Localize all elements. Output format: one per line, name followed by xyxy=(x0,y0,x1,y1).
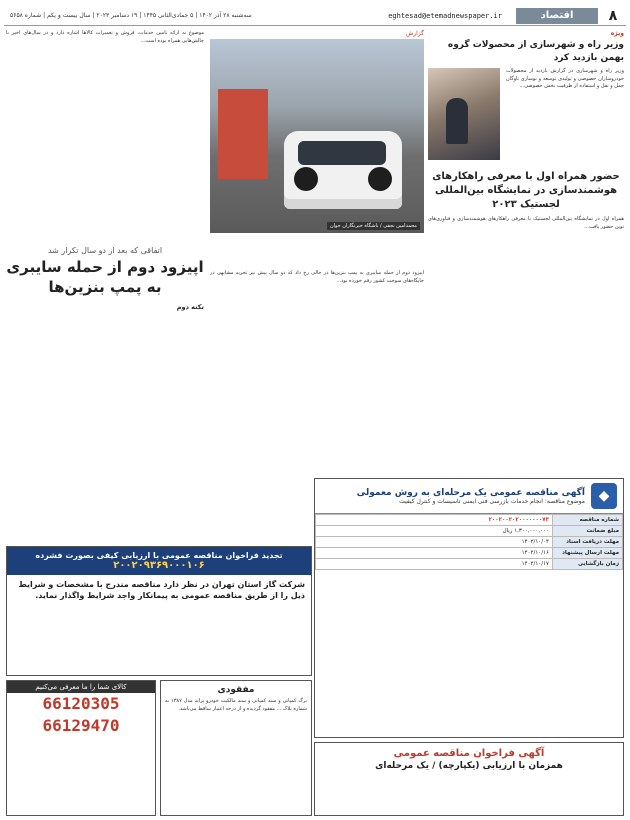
table-row xyxy=(316,515,623,526)
hamrah-aval-headline: حضور همراه اول با معرفی راهکارهای هوشمندسازی در نمایشگاه بین‌المللی لجستیک ۲۰۲۳ xyxy=(432,171,620,210)
right-column xyxy=(428,30,624,470)
lost-notice xyxy=(160,680,312,816)
row-value: ۱۴۰۲/۱۰/۱۷ xyxy=(316,559,553,570)
tender-ad-header xyxy=(315,479,623,514)
row-value: ۱,۳۰۰,۰۰۰,۰۰۰ ریال xyxy=(316,526,553,537)
fuel-pump-shape xyxy=(218,89,268,179)
row-label: مهلت ارسال پیشنهاد xyxy=(553,548,623,559)
tender-subtitle: موضوع مناقصه: انجام خدمات بازرسی فنی ایمنی تاسیسات و کنترل کیفیت xyxy=(399,497,585,505)
row-value: ۱۴۰۲/۱۰/۱۶ xyxy=(316,548,553,559)
row-label: زمان بازگشایی xyxy=(553,559,623,570)
company-logo-icon: ◆ xyxy=(591,483,617,509)
gas-ad-body xyxy=(7,575,311,605)
visit-photo xyxy=(428,68,500,160)
row-label: مهلت دریافت اسناد xyxy=(553,537,623,548)
dateline: سه‌شنبه ۲۸ آذر ۱۴۰۲ | ۵ جمادی‌الثانی ۱۴۴۵ | ۱۹ دسامبر ۲۰۲۳ | سال بیست و یکم | شماره ۵۶۵۸ xyxy=(10,12,252,19)
row-label: مبلغ ضمانت xyxy=(553,526,623,537)
gas-ad-title: تجدید فراخوان مناقصه عمومی با ارزیابی کیفی بصورت فشرده xyxy=(35,551,283,560)
lost-title: مفقودی xyxy=(217,685,255,695)
table-row xyxy=(316,548,623,559)
tender2-subtitle: همزمان با ارزیابی (یکپارچه) / یک مرحله‌ای xyxy=(375,761,563,771)
table-row xyxy=(316,537,623,548)
report-tag: گزارش xyxy=(405,30,424,37)
article-title: اپیزود دوم از حمله سایبری به پمپ بنزین‌ها xyxy=(6,258,204,296)
article-body-columns xyxy=(210,270,424,470)
row-value: ۲۰۰۲۰۰۲۰۲۰۰۰۰۰۰۰۷۳ xyxy=(316,515,553,526)
photo-caption: محمدامین نجفی / باشگاه خبرنگاران جوان xyxy=(327,222,420,230)
lost-body: برگ کمپانی و سند کمپانی و سند مالکیت خودرو پراید مدل ۱۳۸۷ به شماره پلاک ... مفقود گردیده و از درجه اعتبار ساقط می‌باشد. xyxy=(165,698,307,712)
phone-number[interactable]: 66129470 xyxy=(42,716,120,735)
report-section xyxy=(210,30,424,233)
car-shape xyxy=(284,131,402,209)
article-body: اپیزود دوم از حمله سایبری به پمپ بنزین‌ها در حالی رخ داد که دو سال پیش نیز تجربه مشابهی در جایگاه‌های سوخت کشور رقم خورده بود... xyxy=(210,270,424,284)
gas-company-ad xyxy=(6,546,312,676)
ad-call-box xyxy=(6,680,156,816)
site-email[interactable]: eghtesad@etemadnewspaper.ir xyxy=(388,11,502,20)
phone-number[interactable]: 66120305 xyxy=(42,694,120,713)
gas-ad-text: شرکت گاز استان تهران در نظر دارد مناقصه مندرج با مشخصات و شرایط ذیل را از طریق مناقصه عمومی به پیمانکار واجد شرایط واگذار نماید. xyxy=(18,580,305,600)
ministry-visit-headline: وزیر راه و شهرسازی از محصولات گروه بهمن بازدید کرد xyxy=(447,40,624,63)
article-subhead: تکنه دوم xyxy=(176,303,204,311)
special-tag: ویژه xyxy=(610,30,624,37)
article-kicker: اتفاقی که بعد از دو سال تکرار شد xyxy=(47,246,163,255)
tender2-title: آگهی فراخوان مناقصه عمومی xyxy=(393,748,545,759)
call-heading: کالای شما را ما معرفی می‌کنیم xyxy=(7,681,155,693)
section-label: اقتصاد xyxy=(516,8,598,24)
table-row xyxy=(316,526,623,537)
gas-ad-header xyxy=(7,547,311,575)
row-label: شماره مناقصه xyxy=(553,515,623,526)
hamrah-aval-body: همراه اول در نمایشگاه بین‌المللی لجستیک با معرفی راهکارهای هوشمندسازی و فناوری‌های نوین حضور یافت... xyxy=(428,216,624,230)
gas-station-photo xyxy=(210,39,424,233)
page-number: ۸ xyxy=(608,7,618,24)
tender-table xyxy=(315,514,623,570)
gas-ad-number: ۲۰۰۲۰۹۳۶۹۰۰۰۱۰۶ xyxy=(113,560,205,571)
tender-title: آگهی مناقصه عمومی یک مرحله‌ای به روش معمولی xyxy=(356,487,585,498)
tender-ad xyxy=(314,478,624,738)
left-column xyxy=(6,30,204,540)
tender-ad-2 xyxy=(314,742,624,816)
left-body: موضوع به ارائه تامین خدمات، فروش و تعمیرات کالاها اشاره دارد و در سال‌های اخیر با چالش‌هایی همراه بوده است... xyxy=(6,30,204,44)
visit-body: وزیر راه و شهرسازی در گزارش بازدید از محصولات خودروسازان خصوصی و تولیدی توسعه و نوسازی ناوگان حمل و نقل و استفاده از ظرفیت بخش خصوصی... xyxy=(506,68,624,89)
row-value: ۱۴۰۲/۱۰/۰۴ xyxy=(316,537,553,548)
page-header xyxy=(4,6,626,26)
table-row xyxy=(316,559,623,570)
wheel-shape xyxy=(368,167,392,191)
wheel-shape xyxy=(294,167,318,191)
